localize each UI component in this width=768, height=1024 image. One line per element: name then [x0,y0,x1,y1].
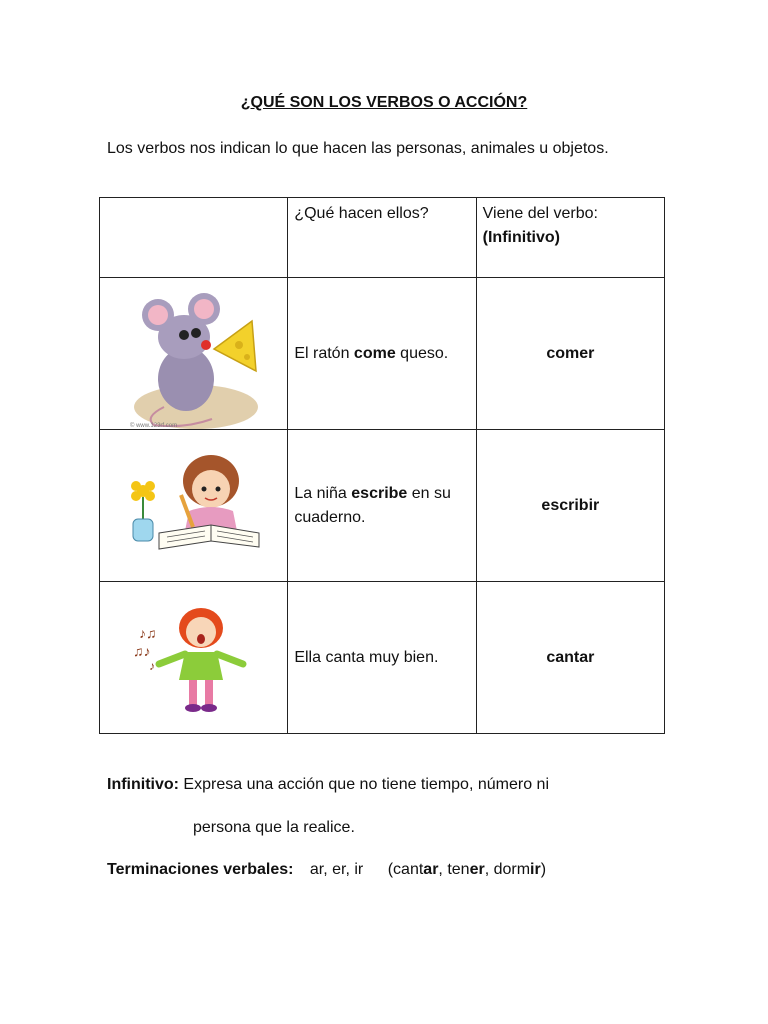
sentence-verb: escribe [351,484,408,502]
svg-text:♪: ♪ [148,658,155,673]
sentence-text: La niña [294,484,352,502]
definition-text: Expresa una acción que no tiene tiempo, número ni [178,776,549,793]
sentence-text-end: en su cuaderno. [294,484,451,526]
verbs-table [99,197,665,734]
header-what-they-do: ¿Qué hacen ellos? [288,198,476,278]
mouse-eating-cheese-illustration [124,279,264,429]
example-text: ) [540,861,547,878]
image-cell [100,278,288,430]
header-infinitive [476,198,664,278]
definition-continuation: persona que la realice. [193,819,355,836]
sentence-text: Ella canta muy bien. [294,648,439,666]
sentence-text: El ratón [294,344,354,362]
sentence-verb: come [353,344,396,362]
example-ending: er [469,861,485,878]
image-caption: © www.123rf.com [129,422,177,429]
table-row [100,430,665,582]
sentence-cell [288,430,476,582]
sentence-text-end: queso. [395,344,449,362]
svg-text:♫♪: ♫♪ [132,642,151,659]
table-row [100,582,665,734]
infinitive-cell: escribir [476,430,664,582]
example-text: , ten [438,861,470,878]
intro-paragraph: Los verbos nos indican lo que hacen las personas, animales u objetos. [107,140,609,157]
example-text: , dorm [484,861,531,878]
image-cell [100,582,288,734]
endings-list: ar, er, ir [309,861,364,878]
verb-endings [107,861,546,879]
infinitive-cell: comer [476,278,664,430]
table-row [100,278,665,430]
infinitive-definition [107,776,549,794]
infinitive-cell: cantar [476,582,664,734]
sentence-cell [288,582,476,734]
header-empty-cell [100,198,288,278]
example-text: (cant [387,861,424,878]
page-title: ¿QUÉ SON LOS VERBOS O ACCIÓN? [240,94,528,111]
sentence-cell [288,278,476,430]
image-cell [100,430,288,582]
table-header-row [100,198,665,278]
example-ending: ar [423,861,439,878]
girl-writing-notebook-illustration [119,451,269,561]
header-infinitive-line2: (Infinitivo) [482,229,560,246]
endings-label: Terminaciones verbales: [107,861,294,878]
example-ending: ir [530,861,541,878]
girl-singing-illustration [119,598,269,718]
header-infinitive-line1: Viene del verbo: [482,205,598,222]
svg-text:♪♫: ♪♫ [138,624,157,641]
definition-label: Infinitivo: [107,776,179,793]
endings-examples [388,861,546,878]
